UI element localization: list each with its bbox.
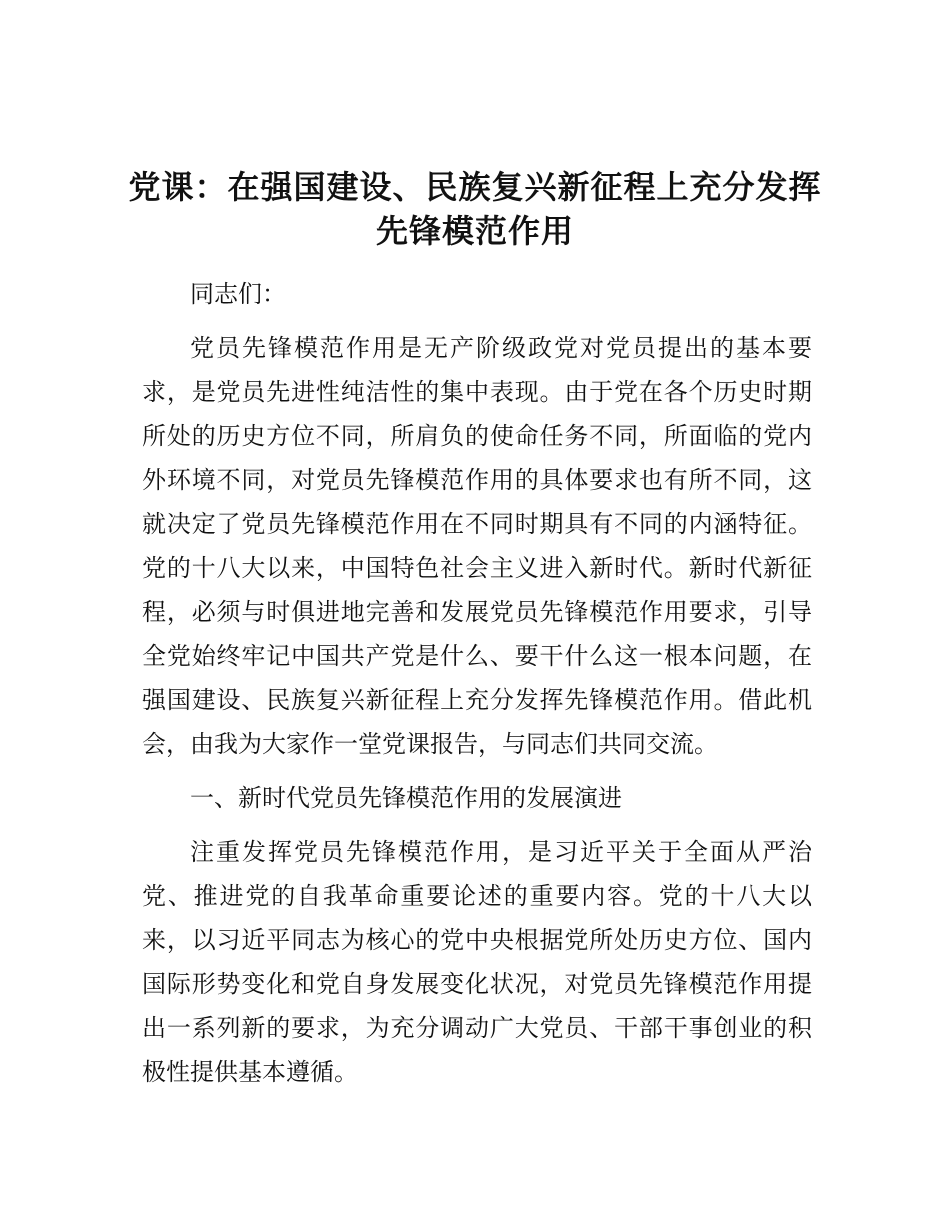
document-title: 党课：在强国建设、民族复兴新征程上充分发挥先锋模范作用 [128, 168, 822, 250]
paragraph-intro: 党员先锋模范作用是无产阶级政党对党员提出的基本要求，是党员先进性纯洁性的集中表现。由于党在各个历史时期所处的历史方位不同，所肩负的使命任务不同，所面临的党内外环境不同，对党员先锋模范作用的具体要求也有所不同，这就决定了党员先锋模范作用在不同时期具有不同的内涵特征。党的十八大以来，中国特色社会主义进入新时代。新时代新征程，必须与时俱进地完善和发展党员先锋模范作用要求，引导全党始终牢记中国共产党是什么、要干什么这一根本问题，在强国建设、民族复兴新征程上充分发挥先锋模范作用。借此机会，由我为大家作一堂党课报告，与同志们共同交流。 [142, 334, 812, 758]
paragraph-section-one: 注重发挥党员先锋模范作用，是习近平关于全面从严治党、推进党的自我革命重要论述的重要内容。党的十八大以来，以习近平同志为核心的党中央根据党所处历史方位、国内国际形势变化和党自身发展变化状况，对党员先锋模范作用提出一系列新的要求，为充分调动广大党员、干部干事创业的积极性提供基本遵循。 [142, 838, 812, 1086]
document-body [142, 272, 812, 1104]
salutation: 同志们： [190, 280, 286, 308]
section-heading: 一、新时代党员先锋模范作用的发展演进 [190, 784, 622, 812]
